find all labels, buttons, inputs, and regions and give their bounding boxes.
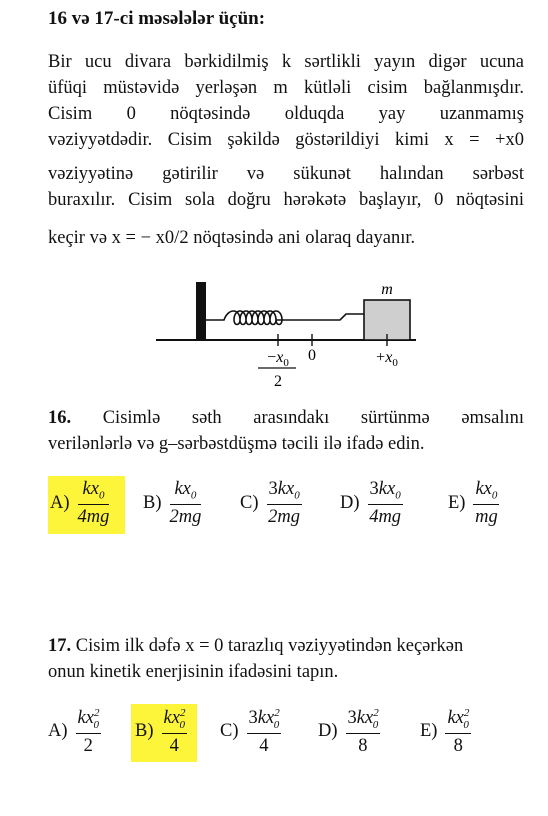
q16-option-c[interactable] (240, 480, 302, 526)
option-fraction: $\frac{kx_0}{4mg}$ (77, 479, 110, 527)
q16-option-b[interactable] (143, 480, 201, 526)
option-fraction: $\frac{3kx_0}{2mg}$ (268, 479, 301, 527)
q16-number: 16. (48, 408, 72, 428)
q16-text-1: Cisimlə səth arasındakı sürtünmə əmsalını (102, 408, 524, 428)
option-label: B) (143, 492, 162, 513)
option-label: A) (48, 721, 68, 742)
section-header: 16 və 17-ci məsələlər üçün: (48, 8, 266, 29)
intro-line-1 (48, 52, 524, 73)
q16-line-1 (48, 408, 524, 429)
q17-option-a[interactable] (48, 708, 101, 755)
q17-option-e[interactable] (420, 708, 471, 755)
option-label: E) (420, 721, 438, 742)
option-label: E) (448, 492, 466, 513)
option-label: A) (50, 492, 70, 513)
intro-text: Bir ucu divara bərkidilmiş k sərtlikli yayın digər ucuna (48, 52, 524, 72)
q17-option-d[interactable] (318, 708, 380, 755)
tick-neg-denominator: 2 (274, 373, 282, 390)
option-fraction: $\frac{kx^2_0}{2}$ (77, 707, 100, 756)
mass-label: m (381, 281, 393, 298)
intro-line-4: vəziyyətdədir. Cisim şəkildə göstərildiyi kimi x = +x0 (48, 130, 524, 150)
q17-line-2: onun kinetik enerjisinin ifadəsini tapın. (48, 662, 339, 682)
intro-line-2: üfüqi müstəvidə yerləşən m kütləli cisim bağlanmışdır. (48, 78, 524, 98)
spring (206, 311, 364, 325)
q16-option-a[interactable] (50, 480, 109, 526)
option-fraction: $\frac{kx^2_0}{8}$ (447, 707, 470, 756)
option-label: D) (318, 721, 338, 742)
q17-line-1 (48, 636, 524, 657)
q16-line-2: verilənlərlə və g–sərbəstdüşmə təcili ilə ifadə edin. (48, 434, 425, 454)
intro-line-3: Cisim 0 nöqtəsində olduqda yay uzanmamış (48, 104, 524, 124)
option-label: C) (220, 721, 239, 742)
option-fraction: $\frac{kx_0}{2mg}$ (169, 479, 202, 527)
option-fraction: $\frac{kx^2_0}{4}$ (163, 707, 186, 756)
option-fraction: $\frac{kx_0}{mg}$ (475, 479, 498, 527)
option-label: D) (340, 492, 360, 513)
q16-option-e[interactable] (448, 480, 499, 526)
q17-number: 17. (48, 636, 72, 656)
option-fraction: $\frac{3kx^2_0}{8}$ (347, 707, 379, 756)
option-label: B) (135, 721, 154, 742)
wall (196, 282, 206, 340)
tick-zero-label: 0 (308, 347, 316, 364)
tick-pos-label: $+x_0$ (376, 349, 398, 369)
option-label: C) (240, 492, 259, 513)
intro-line-5: vəziyyətinə gətirilir və sükunət halından sərbəst (48, 164, 524, 184)
q17-text-1: Cisim ilk dəfə x = 0 tarazlıq vəziyyətindən keçərkən (75, 636, 464, 656)
q17-option-b[interactable] (135, 708, 187, 755)
spring-mass-figure (150, 278, 420, 396)
q17-option-c[interactable] (220, 708, 281, 755)
tick-neg-label: $-x_0$ (267, 349, 289, 369)
option-fraction: $\frac{3kx_0}{4mg}$ (369, 479, 402, 527)
intro-line-6: buraxılır. Cisim sola doğru hərəkətə başlayır, 0 nöqtəsini (48, 190, 524, 210)
q16-option-d[interactable] (340, 480, 403, 526)
intro-line-7: keçir və x = − x0/2 nöqtəsində ani olaraq dayanır. (48, 228, 416, 248)
option-fraction: $\frac{3kx^2_0}{4}$ (248, 707, 280, 756)
